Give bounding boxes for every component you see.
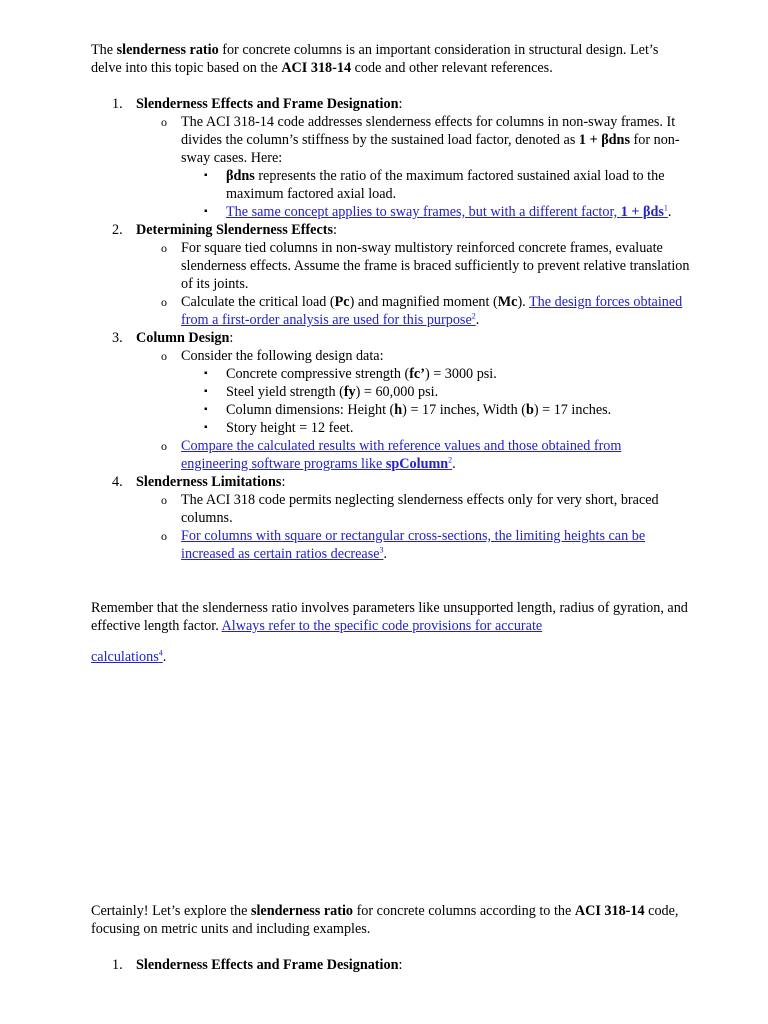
list-number: 4. <box>112 474 123 490</box>
list-item <box>136 113 691 221</box>
square-bullet-icon: ▪ <box>204 206 208 217</box>
list-number: 1. <box>112 96 123 112</box>
text: Steel yield strength ( <box>226 384 344 400</box>
text: . <box>667 204 672 220</box>
text: Consider the following design data: <box>181 348 384 364</box>
remember-paragraph <box>91 599 691 666</box>
section-title: Slenderness Limitations <box>136 474 282 490</box>
text: For square tied columns in non-sway multistory reinforced concrete frames, evaluate slenderness effects. Assume the frame is braced sufficiently to prevent relative translation of its joints. <box>181 240 690 292</box>
text: Concrete compressive strength ( <box>226 366 410 382</box>
circle-bullet-icon: o <box>161 439 167 453</box>
reference-link-4[interactable]: For columns with square or rectangular cross-sections, the limiting heights can be increased as certain ratios decrease$^3$ <box>181 528 646 562</box>
square-bullet-icon: ▪ <box>204 386 208 397</box>
main-list <box>91 95 691 563</box>
text: : <box>398 957 403 973</box>
list-item-section-1b <box>91 956 691 974</box>
text: . <box>452 456 456 472</box>
text: : <box>281 474 286 490</box>
bold-term: b <box>525 402 534 418</box>
list-item <box>136 527 691 563</box>
circle-bullet-icon: o <box>161 529 167 543</box>
text: : <box>229 330 234 346</box>
text: : <box>333 222 337 238</box>
circle-bullet-icon: o <box>161 115 167 129</box>
reference-link-2[interactable]: The design forces obtained from a first-order analysis are used for this purpose$^2$ <box>181 294 683 328</box>
bold-term: fc’ <box>409 366 425 382</box>
reference-link-3[interactable]: Compare the calculated results with reference values and those obtained from engineering software programs like spColumn$^2$ <box>181 438 622 472</box>
section-title: Slenderness Effects and Frame Designation <box>136 96 399 112</box>
bold-term: βdns <box>226 168 255 184</box>
text: ) = 3000 psi. <box>424 366 497 382</box>
square-bullet-icon: ▪ <box>204 368 208 379</box>
section-title: Determining Slenderness Effects <box>136 222 334 238</box>
square-bullet-icon: ▪ <box>204 404 208 415</box>
list-item <box>136 293 691 329</box>
reference-link-5[interactable]: Always refer to the specific code provisions for accurate <box>221 618 543 634</box>
intro2-paragraph <box>91 902 691 938</box>
square-bullet-icon: ▪ <box>204 170 208 181</box>
list-item <box>181 401 691 419</box>
text: code, focusing on metric units and including examples. <box>91 903 679 937</box>
text: code and other relevant references. <box>351 60 553 76</box>
list-item <box>181 203 691 221</box>
list-item <box>181 419 691 437</box>
bold-term: ACI 318-14 <box>574 903 645 919</box>
bold-term: 1 + βdns <box>578 132 630 148</box>
second-list <box>91 956 691 974</box>
list-item <box>136 347 691 437</box>
list-item-section-1 <box>91 95 691 221</box>
text: Certainly! Let’s explore the <box>91 903 251 919</box>
text: ) = 17 inches, Width ( <box>402 402 526 418</box>
text: ). <box>517 294 529 310</box>
bold-term: fy <box>343 384 356 400</box>
list-item <box>181 383 691 401</box>
reference-link-1[interactable]: The same concept applies to sway frames, but with a different factor, 1 + βds$^1$ <box>226 203 668 220</box>
bold-term: slenderness ratio <box>250 903 354 919</box>
text: ) = 60,000 psi. <box>355 384 439 400</box>
list-item <box>136 437 691 473</box>
bold-term: Pc <box>334 294 350 310</box>
list-item <box>136 239 691 293</box>
reference-link-5b[interactable]: calculations$^4$ <box>91 648 163 665</box>
circle-bullet-icon: o <box>161 295 167 309</box>
list-number: 3. <box>112 330 123 346</box>
text: ) and magnified moment ( <box>349 294 498 310</box>
list-number: 1. <box>112 957 123 973</box>
text: for non-sway cases. Here: <box>181 132 680 166</box>
text: for concrete columns according to the <box>353 903 575 919</box>
square-bullet-icon: ▪ <box>204 422 208 433</box>
text: : <box>398 96 403 112</box>
text: . <box>162 649 167 665</box>
list-item <box>181 365 691 383</box>
bold-term: Mc <box>497 294 518 310</box>
intro-paragraph <box>91 41 691 77</box>
section-title: Column Design <box>136 330 230 346</box>
list-item <box>136 491 691 527</box>
text: Story height = 12 feet. <box>226 420 354 436</box>
text: Remember that the slenderness ratio involves parameters like unsupported length, radius of gyration, and effective length factor. <box>91 600 688 634</box>
text: The <box>91 42 117 58</box>
section-title: Slenderness Effects and Frame Designation <box>136 957 399 973</box>
text: Column dimensions: Height ( <box>226 402 395 418</box>
text: represents the ratio of the maximum factored sustained axial load to the maximum factored axial load. <box>226 168 665 202</box>
circle-bullet-icon: o <box>161 349 167 363</box>
text: The ACI 318-14 code addresses slenderness effects for columns in non-sway frames. It divides the column’s stiffness by the sustained load factor, denoted as <box>181 114 676 148</box>
text: for concrete columns is an important consideration in structural design. Let’s delve into this topic based on the <box>91 42 659 76</box>
bold-term: ACI 318-14 <box>281 60 352 76</box>
list-item-section-3 <box>91 329 691 473</box>
text: Calculate the critical load ( <box>181 294 335 310</box>
bold-term: h <box>394 402 403 418</box>
list-item-section-2 <box>91 221 691 329</box>
text: The ACI 318 code permits neglecting slenderness effects only for very short, braced columns. <box>181 492 659 526</box>
text: ) = 17 inches. <box>533 402 612 418</box>
list-item-section-4 <box>91 473 691 563</box>
bold-term: slenderness ratio <box>116 42 219 58</box>
circle-bullet-icon: o <box>161 241 167 255</box>
list-number: 2. <box>112 222 123 238</box>
circle-bullet-icon: o <box>161 493 167 507</box>
text: . <box>475 312 480 328</box>
list-item <box>181 167 691 203</box>
text: . <box>383 546 388 562</box>
